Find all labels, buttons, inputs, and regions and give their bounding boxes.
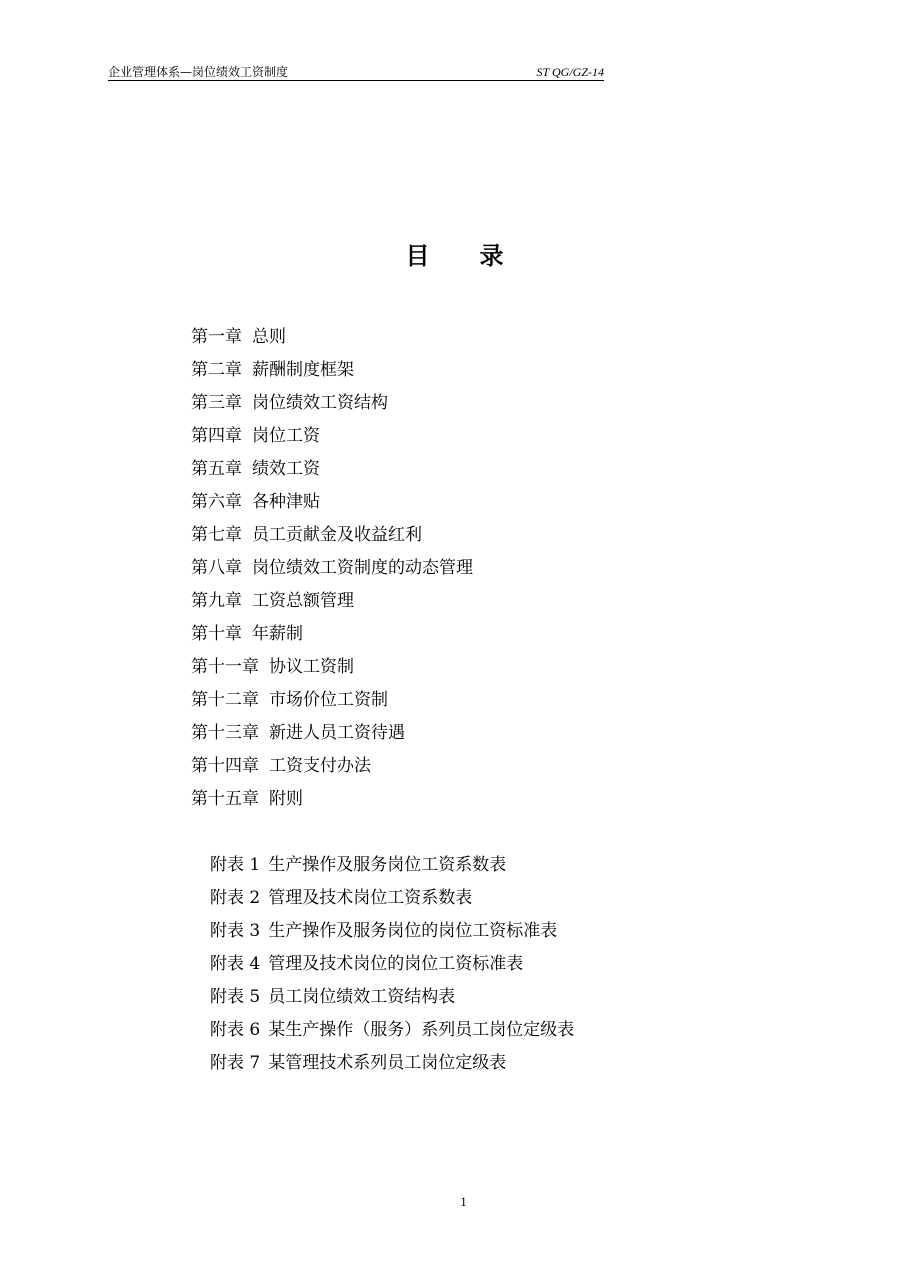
appendix-number: 附表 4 (210, 954, 261, 974)
chapter-item (191, 618, 751, 651)
page-number: 1 (460, 1194, 467, 1209)
chapter-title: 新进人员工资待遇 (269, 723, 405, 743)
appendix-title: 生产操作及服务岗位工资系数表 (268, 855, 507, 875)
chapter-list (191, 321, 751, 816)
chapter-item (191, 387, 751, 420)
appendix-title: 生产操作及服务岗位的岗位工资标准表 (268, 921, 558, 941)
chapter-title: 附则 (269, 789, 303, 809)
chapter-title: 市场价位工资制 (269, 690, 388, 710)
chapter-title: 年薪制 (252, 624, 303, 644)
chapter-number: 第一章 (191, 327, 242, 347)
appendix-title: 某管理技术系列员工岗位定级表 (268, 1053, 507, 1073)
appendix-number: 附表 1 (210, 855, 261, 875)
page-header (108, 64, 604, 81)
chapter-title: 员工贡献金及收益红利 (252, 525, 422, 545)
chapter-number: 第十三章 (191, 723, 259, 743)
chapter-number: 第十二章 (191, 690, 259, 710)
chapter-title: 岗位绩效工资制度的动态管理 (252, 558, 473, 578)
chapter-item (191, 750, 751, 783)
appendix-list (210, 849, 810, 1080)
appendix-title: 管理及技术岗位的岗位工资标准表 (268, 954, 524, 974)
appendix-title: 管理及技术岗位工资系数表 (268, 888, 473, 908)
appendix-item (210, 981, 810, 1014)
appendix-item (210, 1014, 810, 1047)
chapter-title: 岗位绩效工资结构 (252, 393, 388, 413)
chapter-item (191, 717, 751, 750)
appendix-item (210, 915, 810, 948)
chapter-item (191, 519, 751, 552)
chapter-number: 第三章 (191, 393, 242, 413)
appendix-title: 某生产操作（服务）系列员工岗位定级表 (268, 1020, 575, 1040)
appendix-item (210, 948, 810, 981)
chapter-number: 第四章 (191, 426, 242, 446)
chapter-item (191, 453, 751, 486)
header-title: 企业管理体系—岗位绩效工资制度 (108, 65, 289, 79)
appendix-title: 员工岗位绩效工资结构表 (268, 987, 456, 1007)
chapter-number: 第二章 (191, 360, 242, 380)
chapter-title: 各种津贴 (252, 492, 320, 512)
chapter-title: 协议工资制 (269, 657, 354, 677)
header-doc-code: ST QG/GZ-14 (536, 65, 604, 79)
chapter-number: 第十五章 (191, 789, 259, 809)
appendix-item (210, 849, 810, 882)
chapter-item (191, 420, 751, 453)
chapter-item (191, 783, 751, 816)
chapter-number: 第六章 (191, 492, 242, 512)
chapter-number: 第九章 (191, 591, 242, 611)
chapter-title: 工资支付办法 (269, 756, 371, 776)
chapter-number: 第七章 (191, 525, 242, 545)
chapter-number: 第八章 (191, 558, 242, 578)
chapter-item (191, 585, 751, 618)
appendix-item (210, 882, 810, 915)
chapter-title: 工资总额管理 (252, 591, 354, 611)
appendix-number: 附表 2 (210, 888, 261, 908)
chapter-item (191, 651, 751, 684)
chapter-item (191, 684, 751, 717)
chapter-item (191, 552, 751, 585)
chapter-item (191, 354, 751, 387)
chapter-number: 第十四章 (191, 756, 259, 776)
chapter-number: 第十章 (191, 624, 242, 644)
chapter-title: 绩效工资 (252, 459, 320, 479)
chapter-title: 岗位工资 (252, 426, 320, 446)
appendix-number: 附表 3 (210, 921, 261, 941)
chapter-number: 第十一章 (191, 657, 259, 677)
chapter-item (191, 321, 751, 354)
appendix-number: 附表 7 (210, 1053, 261, 1073)
toc-title: 目录 (405, 241, 554, 270)
chapter-title: 总则 (252, 327, 286, 347)
chapter-number: 第五章 (191, 459, 242, 479)
appendix-item (210, 1047, 810, 1080)
chapter-title: 薪酬制度框架 (252, 360, 354, 380)
chapter-item (191, 486, 751, 519)
appendix-number: 附表 5 (210, 987, 261, 1007)
appendix-number: 附表 6 (210, 1020, 261, 1040)
